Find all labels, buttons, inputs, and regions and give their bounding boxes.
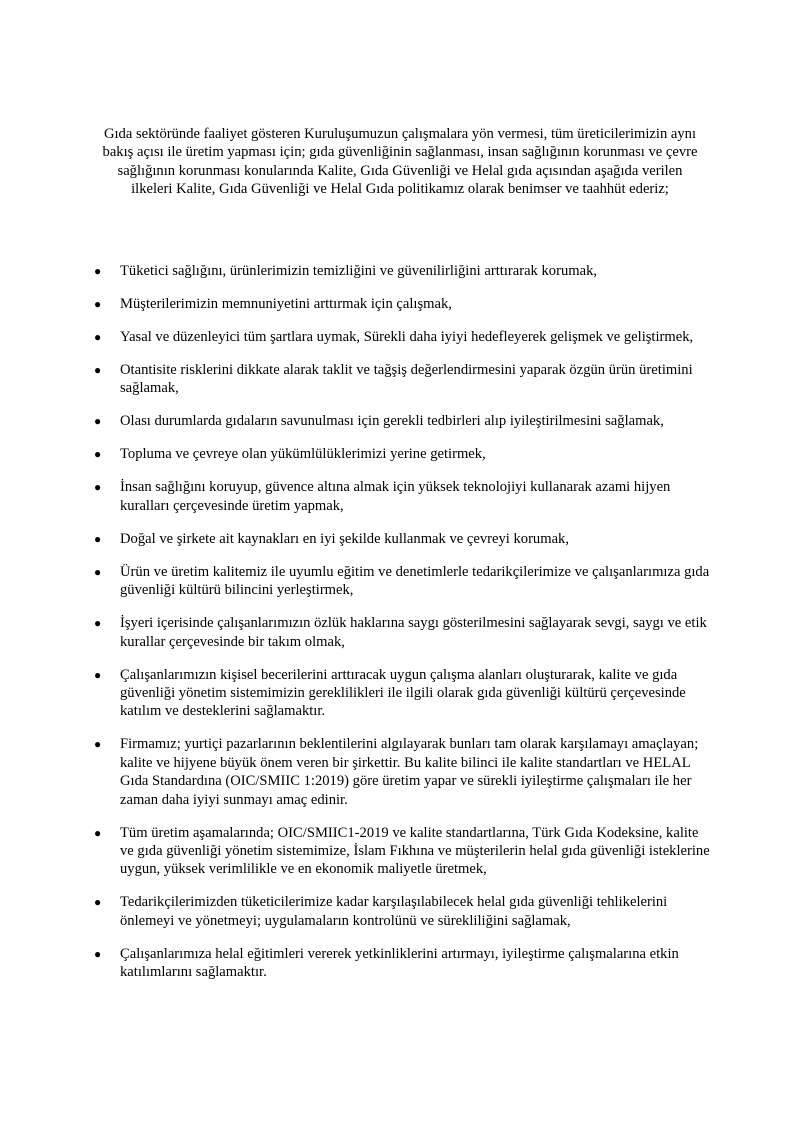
policy-item-text: Olası durumlarda gıdaların savunulması için gerekli tedbirleri alıp iyileştirilmesini sağlamak, xyxy=(120,413,664,430)
bullet-dot-icon: ● xyxy=(94,946,102,961)
bullet-dot-icon: ● xyxy=(94,414,102,429)
bullet-dot-icon: ● xyxy=(94,737,102,752)
bullet-dot-icon: ● xyxy=(94,667,102,682)
policy-item-text: Çalışanlarımıza helal eğitimleri vererek yetkinliklerini artırmayı, iyileştirme çalışmalarına etkin katılımlarını sağlamaktır. xyxy=(120,945,679,981)
policy-item xyxy=(90,262,710,280)
policy-item-text: İnsan sağlığını koruyup, güvence altına almak için yüksek teknolojiyi kullanarak azami hijyen kuralları çerçevesinde üretim yapmak, xyxy=(120,479,671,514)
policy-item xyxy=(90,295,710,313)
policy-item xyxy=(90,530,710,548)
policy-item xyxy=(90,893,710,930)
policy-item xyxy=(90,361,710,398)
policy-item-text: Tüm üretim aşamalarında; OIC/SMIIC1-2019 ve kalite standartlarına, Türk Gıda Kodeksine, kalite ve gıda güvenliği yönetim sistemimize, İslam Fıkhına ve müşterilerin helal gıda güvenliği isteklerine uygun, yüksek verimlilikle ve en ekonomik maliyetle üretmek, xyxy=(120,824,710,878)
policy-item-text: Doğal ve şirkete ait kaynakları en iyi şekilde kullanmak ve çevreyi korumak, xyxy=(120,530,570,547)
policy-item xyxy=(90,328,710,346)
policy-item-text: Müşterilerimizin memnuniyetini arttırmak için çalışmak, xyxy=(120,296,452,312)
policy-item-text: Tüketici sağlığını, ürünlerimizin temizliğini ve güvenilirliğini arttırarak korumak, xyxy=(120,263,598,279)
policy-item-text: Çalışanlarımızın kişisel becerilerini arttıracak uygun çalışma alanları oluşturarak, kalite ve gıda güvenliği yönetim sistemimizin gereklilikleri ile ilgili olarak gıda güvenliği kültürü çerçevesinde katılım ve desteklerini sağlamaktır. xyxy=(120,666,686,720)
policy-item-text: Ürün ve üretim kalitemiz ile uyumlu eğitim ve denetimlerle tedarikçilerimize ve çalışanlarımıza gıda güvenliği kültürü bilincini yerleştirmek, xyxy=(120,563,710,599)
bullet-dot-icon: ● xyxy=(94,480,102,495)
bullet-dot-icon: ● xyxy=(94,531,102,546)
policy-item xyxy=(90,945,710,982)
policy-item-text: Otantisite risklerini dikkate alarak taklit ve tağşiş değerlendirmesini yaparak özgün ürün üretimini sağlamak, xyxy=(120,362,693,397)
bullet-dot-icon: ● xyxy=(94,564,102,579)
policy-item xyxy=(90,445,710,463)
policy-item-text: Tedarikçilerimizden tüketicilerimize kadar karşılaşılabilecek helal gıda güvenliği tehlikelerini önlemeyi ve yönetmeyi; uygulamaların kontrolünü ve sürekliliğini sağlamak, xyxy=(120,894,668,929)
policy-item xyxy=(90,735,710,809)
policy-item xyxy=(90,412,710,430)
bullet-dot-icon: ● xyxy=(94,264,102,278)
bullet-dot-icon: ● xyxy=(94,825,102,840)
bullet-dot-icon: ● xyxy=(94,297,102,311)
bullet-dot-icon: ● xyxy=(94,616,102,631)
bullet-dot-icon: ● xyxy=(94,363,102,377)
policy-item xyxy=(90,614,710,651)
policy-list xyxy=(90,262,710,996)
policy-item-text: Yasal ve düzenleyici tüm şartlara uymak, Sürekli daha iyiyi hedefleyerek gelişmek ve geliştirmek, xyxy=(120,329,694,345)
policy-item xyxy=(90,824,710,879)
policy-item xyxy=(90,563,710,600)
bullet-dot-icon: ● xyxy=(94,330,102,344)
bullet-dot-icon: ● xyxy=(94,447,102,462)
policy-item-text: Firmamız; yurtiçi pazarlarının beklentilerini algılayarak bunları tam olarak karşılamayı amaçlayan; kalite ve hijyene büyük önem veren bir şirkettir. Bu kalite bilinci ile kalite standartları ve HELAL Gıda Standardına (OIC/SMIIC 1:2019) göre üretim yapar ve sürekli iyileştirme çalışmaları ile her zaman daha iyiyi sunmayı amaç edinir. xyxy=(120,736,699,808)
policy-intro-paragraph: Gıda sektöründe faaliyet gösteren Kuruluşumuzun çalışmalara yön vermesi, tüm üreticilerimizin aynı bakış açısı ile üretim yapması için; gıda güvenliğinin sağlanması, insan sağlığının korunması ve çevre sağlığının korunması konularında Kalite, Gıda Güvenliği ve Helal gıda açısından aşağıda verilen ilkeleri Kalite, Gıda Güvenliği ve Helal Gıda politikamız olarak benimser ve taahhüt ederiz; xyxy=(102,126,698,198)
policy-item-text: Topluma ve çevreye olan yükümlülüklerimizi yerine getirmek, xyxy=(120,446,486,463)
policy-item xyxy=(90,666,710,721)
bullet-dot-icon: ● xyxy=(94,895,102,910)
policy-item xyxy=(90,478,710,515)
policy-item-text: İşyeri içerisinde çalışanlarımızın özlük haklarına saygı gösterilmesini sağlayarak sevgi, saygı ve etik kurallar çerçevesinde bir takım olmak, xyxy=(120,615,707,650)
